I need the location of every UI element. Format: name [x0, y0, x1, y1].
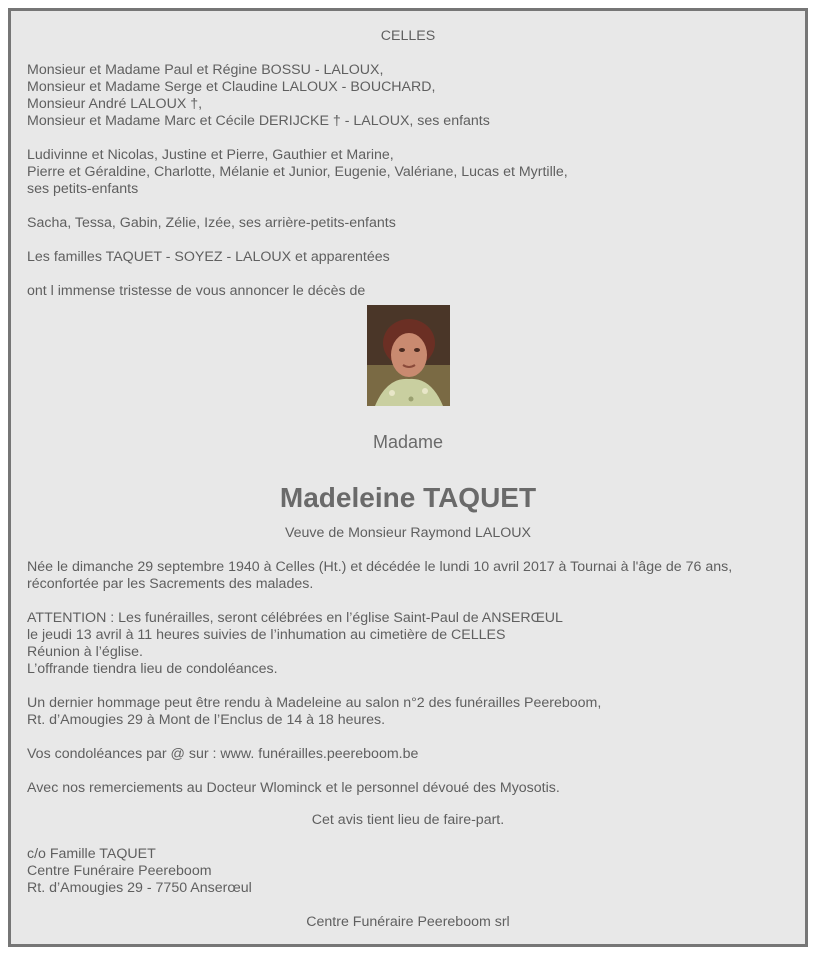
children-line: Monsieur et Madame Marc et Cécile DERIJCKE † - LALOUX, ses enfants [27, 113, 490, 129]
grandchildren-list [27, 147, 789, 198]
footer-funeral-home: Centre Funéraire Peereboom srl [306, 914, 510, 930]
funeral-line: L’offrande tiendra lieu de condoléances. [27, 661, 278, 677]
obituary-content [27, 11, 789, 931]
great-grandchildren-line: Sacha, Tessa, Gabin, Zélie, Izée, ses arrière-petits-enfants [27, 215, 396, 231]
condolences-line: Vos condoléances par @ sur : www. funérailles.peereboom.be [27, 746, 419, 762]
funeral-line: ATTENTION : Les funérailles, seront célébrées en l’église Saint-Paul de ANSERŒUL [27, 610, 563, 626]
children-line: Monsieur et Madame Paul et Régine BOSSU - LALOUX, [27, 62, 384, 78]
obituary-frame [8, 8, 808, 947]
address-line: c/o Famille TAQUET [27, 846, 156, 862]
families-line: Les familles TAQUET - SOYEZ - LALOUX et apparentées [27, 249, 390, 265]
deceased-portrait-photo [367, 305, 450, 406]
deceased-name: Madeleine TAQUET [279, 482, 537, 513]
address-line: Rt. d’Amougies 29 - 7750 Anserœul [27, 880, 252, 896]
homage-line: Rt. d’Amougies 29 à Mont de l’Enclus de 14 à 18 heures. [27, 712, 386, 728]
birth-death-line: Née le dimanche 29 septembre 1940 à Celles (Ht.) et décédée le lundi 10 avril 2017 à Tournai à l'âge de 76 ans, [27, 559, 733, 575]
funeral-line: Réunion à l’église. [27, 644, 143, 660]
grandchildren-line: Pierre et Géraldine, Charlotte, Mélanie et Junior, Eugenie, Valériane, Lucas et Myrtille, [27, 164, 568, 180]
grandchildren-line: Ludivinne et Nicolas, Justine et Pierre, Gauthier et Marine, [27, 147, 394, 163]
salutation: Madame [372, 432, 444, 452]
homage-line: Un dernier hommage peut être rendu à Madeleine au salon n°2 des funérailles Peereboom, [27, 695, 602, 711]
birth-death-line: réconfortée par les Sacrements des malades. [27, 576, 314, 592]
funeral-block [27, 610, 789, 678]
thanks-line: Avec nos remerciements au Docteur Wlominck et le personnel dévoué des Myosotis. [27, 780, 560, 796]
birth-death-block [27, 559, 789, 593]
address-block [27, 846, 789, 897]
children-list [27, 62, 789, 130]
children-line: Monsieur et Madame Serge et Claudine LALOUX - BOUCHARD, [27, 79, 436, 95]
funeral-line: le jeudi 13 avril à 11 heures suivies de l’inhumation au cimetière de CELLES [27, 627, 506, 643]
children-line: Monsieur André LALOUX †, [27, 96, 203, 112]
homage-block [27, 695, 789, 729]
widow-of-line: Veuve de Monsieur Raymond LALOUX [284, 525, 532, 541]
town-heading: CELLES [380, 28, 436, 44]
address-line: Centre Funéraire Peereboom [27, 863, 212, 879]
faire-part-line: Cet avis tient lieu de faire-part. [311, 812, 505, 828]
announcement-line: ont l immense tristesse de vous annoncer le décès de [27, 283, 366, 299]
grandchildren-line: ses petits-enfants [27, 181, 139, 197]
